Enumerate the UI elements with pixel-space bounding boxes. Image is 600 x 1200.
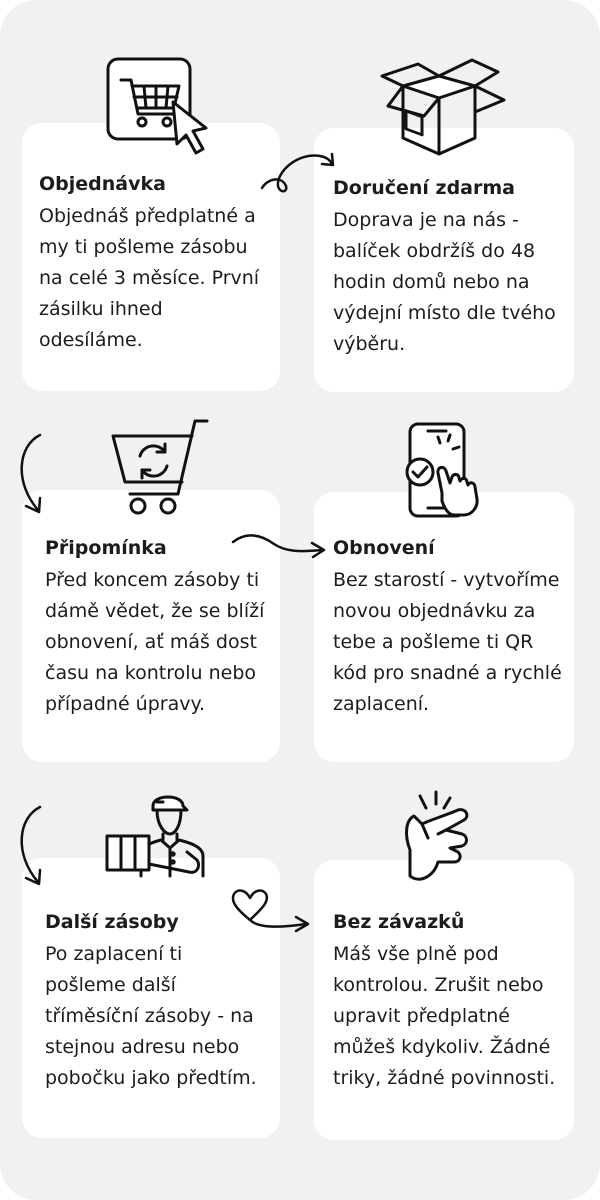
step-text: Bez starostí - vytvoříme novou objednávku za tebe a pošleme ti QR kód pro snadné a rychlé zaplacení. [333,569,562,715]
step-card-renewal [314,492,574,762]
step-text: Doprava je na nás - balíček obdržíš do 48 hodin domů nebo na výdejní místo dle tvého výběru. [333,209,556,355]
step-text: Před koncem zásoby ti dámě vědet, že se blíží obnovení, ať máš dost času na kontrolu nebo případné úpravy. [45,569,265,715]
snap-fingers-icon [400,790,480,890]
step-title: Doručení zdarma [333,177,515,199]
step-text: Po zaplacení ti pošleme další tříměsíční zásoby - na stejnou adresu nebo pobočku jako předtím. [45,943,257,1089]
phone-tap-icon [398,421,490,521]
step-card-no-commitment [314,860,574,1140]
curly-arrow-right-icon [258,148,338,198]
step-title: Bez závazků [333,911,465,933]
step-title: Připomínka [45,537,167,559]
heart-arrow-right-icon [228,886,314,938]
step-text: Objednáš předplatné a my ti pošleme zásobu na celé 3 měsíce. První zásilku ihned odesíláme. [39,205,260,351]
step-text: Máš vše plně pod kontrolou. Zrušit nebo upravit předplatné můžeš kdykoliv. Žádné triky, žádné povinnosti. [333,943,556,1089]
step-card-order [22,123,280,391]
step-card-free-delivery [314,128,574,392]
step-title: Objednávka [39,173,166,195]
cart-refresh-icon [105,418,215,518]
step-title: Obnovení [333,537,435,559]
curved-arrow-down-icon-2 [12,804,52,888]
shopping-cart-cursor-icon [105,56,215,156]
wavy-arrow-right-icon [230,530,330,560]
open-box-icon [376,56,516,156]
step-title: Další zásoby [45,911,179,933]
curved-arrow-down-icon [12,432,52,516]
delivery-person-icon [103,792,213,882]
